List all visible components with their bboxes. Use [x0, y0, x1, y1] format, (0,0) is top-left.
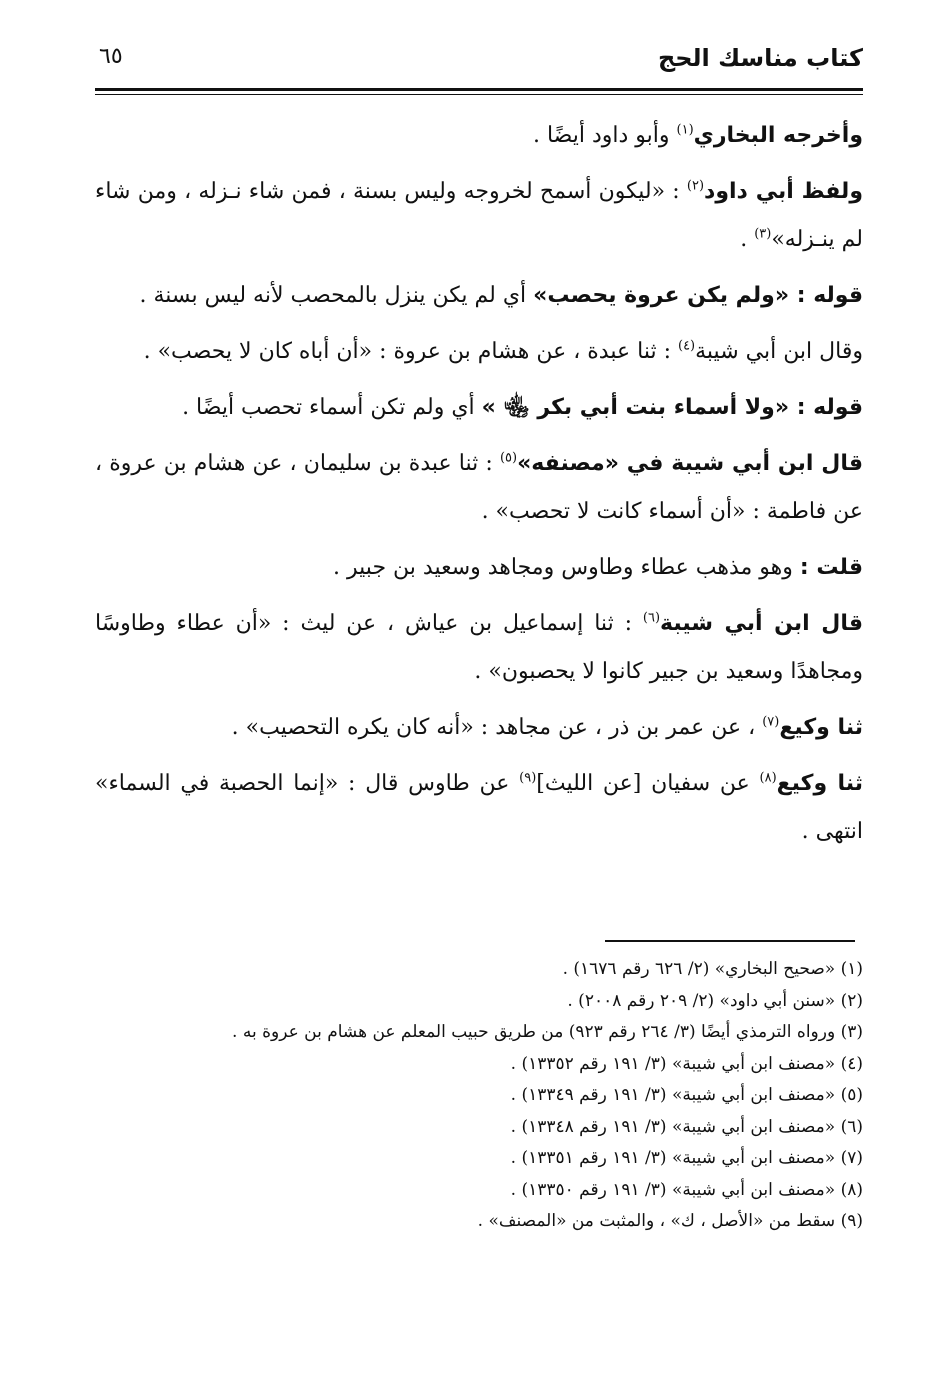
- footnote: (٥) «مصنف ابن أبي شيبة» (٣/ ١٩١ رقم ١٣٣٤٩) .: [510, 1085, 863, 1105]
- footnote: (٤) «مصنف ابن أبي شيبة» (٣/ ١٩١ رقم ١٣٣٥٢) .: [510, 1053, 863, 1074]
- main-text: [95, 112, 863, 864]
- footnote: (٦) «مصنف ابن أبي شيبة» (٣/ ١٩١ رقم ١٣٣٤٨) .: [510, 1116, 863, 1137]
- paragraph-text: ، عن عمر بن ذر ، عن مجاهد : «أنه كان يكره التحصيب» .: [231, 715, 763, 740]
- paragraph: [95, 544, 863, 592]
- paragraph-lead: قوله : «ولم يكن عروة يحصب»: [533, 283, 863, 308]
- paragraph: [95, 440, 863, 536]
- paragraph-lead: ثنا وكيع: [776, 771, 864, 796]
- paragraph: [95, 384, 863, 432]
- page-number: ٦٥: [99, 44, 123, 69]
- paragraph-lead: ثنا وكيع: [779, 715, 863, 740]
- header-rule-thick: [95, 88, 863, 91]
- paragraph: [95, 272, 863, 320]
- paragraph-lead: وأخرجه البخاري: [693, 123, 863, 148]
- footnote: (١) «صحيح البخاري» (٢/ ٦٢٦ رقم ١٦٧٦) .: [562, 959, 863, 979]
- footnote-ref[interactable]: (٣): [754, 226, 772, 242]
- paragraph: [95, 168, 863, 264]
- page-header: [95, 40, 863, 90]
- paragraph-lead: قوله : «ولا أسماء بنت أبي بكر ﵄ »: [481, 395, 863, 420]
- running-title: كتاب مناسك الحج: [657, 44, 863, 72]
- footnote-ref[interactable]: (٨): [759, 770, 777, 786]
- paragraph-text: وأبو داود أيضًا .: [532, 123, 677, 148]
- paragraph-text: : ثنا إسماعيل بن عياش ، عن ليث : «أن عطاء وطاوسًا ومجاهدًا وسعيد بن جبير كانوا لا يحصبون» .: [95, 611, 863, 684]
- paragraph-text: : «ليكون أسمح لخروجه وليس بسنة ، فمن شاء نـزله ، ومن شاء لم ينـزله»: [95, 179, 863, 252]
- footnotes: [95, 954, 863, 1238]
- paragraph-text: عن سفيان [عن الليث]: [536, 771, 760, 796]
- footnote: (٧) «مصنف ابن أبي شيبة» (٣/ ١٩١ رقم ١٣٣٥١) .: [510, 1148, 863, 1168]
- paragraph: [95, 112, 863, 160]
- footnote-separator: [605, 940, 855, 942]
- paragraph-lead: قال ابن أبي شيبة في «مصنفه»: [517, 451, 863, 476]
- footnote-ref[interactable]: (٩): [519, 770, 537, 786]
- paragraph-lead: قال ابن أبي شيبة: [660, 611, 863, 636]
- footnote-ref[interactable]: (٥): [499, 450, 518, 466]
- footnote-ref[interactable]: (٦): [642, 610, 661, 626]
- paragraph: [95, 760, 863, 856]
- paragraph-text: : ثنا عبدة بن سليمان ، عن هشام بن عروة ، عن فاطمة : «أن أسماء كانت لا تحصب» .: [95, 451, 863, 524]
- paragraph-text: وهو مذهب عطاء وطاوس ومجاهد وسعيد بن جبير .: [333, 555, 800, 580]
- footnote: (٩) سقط من «الأصل ، ك» ، والمثبت من «المصنف» .: [477, 1211, 863, 1231]
- paragraph-text: وقال ابن أبي شيبة: [695, 339, 863, 364]
- paragraph-text: .: [740, 227, 755, 252]
- paragraph-text: عن طاوس قال : «إنما الحصبة في السماء» انتهى .: [95, 771, 863, 844]
- footnote-ref[interactable]: (٧): [762, 714, 780, 730]
- footnote-ref[interactable]: (٢): [686, 178, 705, 194]
- footnote: (٣) ورواه الترمذي أيضًا (٣/ ٢٦٤ رقم ٩٢٣) من طريق حبيب المعلم عن هشام بن عروة به .: [232, 1022, 863, 1042]
- paragraph-text: : ثنا عبدة ، عن هشام بن عروة : «أن أباه كان لا يحصب» .: [143, 339, 678, 364]
- footnote-ref[interactable]: (١): [676, 122, 694, 138]
- paragraph-text: أي لم يكن ينزل بالمحصب لأنه ليس بسنة .: [139, 283, 534, 308]
- paragraph-text: أي ولم تكن أسماء تحصب أيضًا .: [182, 395, 482, 420]
- paragraph: [95, 704, 863, 752]
- footnote: (٢) «سنن أبي داود» (٢/ ٢٠٩ رقم ٢٠٠٨) .: [567, 990, 863, 1011]
- paragraph: [95, 328, 863, 376]
- paragraph: [95, 600, 863, 696]
- header-rule-thin: [95, 94, 863, 95]
- paragraph-lead: ولفظ أبي داود: [704, 179, 863, 204]
- footnote: (٨) «مصنف ابن أبي شيبة» (٣/ ١٩١ رقم ١٣٣٥٠) .: [510, 1179, 863, 1200]
- footnote-ref[interactable]: (٤): [677, 338, 696, 354]
- paragraph-lead: قلت :: [799, 555, 863, 580]
